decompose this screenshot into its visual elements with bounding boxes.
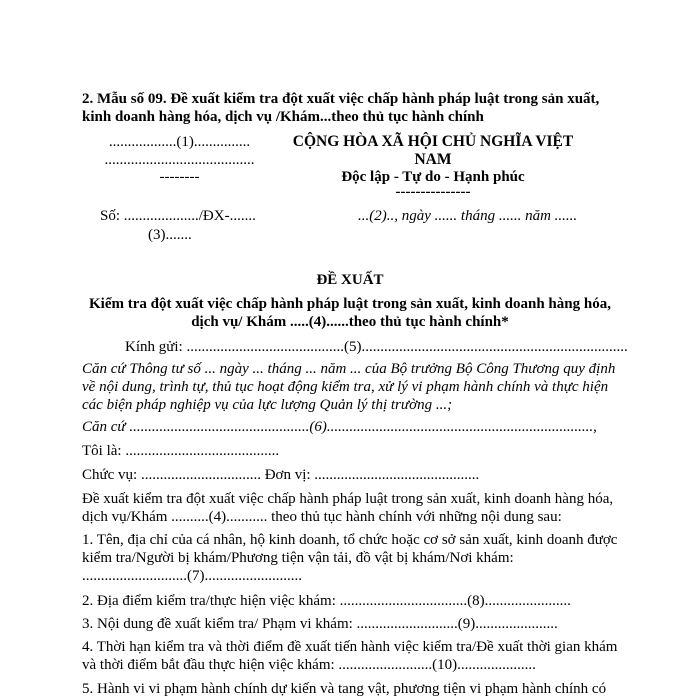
- toi-la: Tôi là: .........................................: [82, 443, 280, 459]
- item-4: 4. Thời hạn kiểm tra và thời điểm đề xuất tiến hành việc kiểm tra/Đề xuất thời gian khám và thời điểm bắt đầu thực hiện việc khám: .........................(10).....................: [82, 639, 618, 673]
- can-cu-thong-tu: Căn cứ Thông tư số ... ngày ... tháng ... năm ... của Bộ trưởng Bộ Công Thương quy định về nội dung, trình tự, thủ tục hoạt động kiểm tra, xử lý vi phạm hành chính và thực hiện các biện pháp nghiệp vụ của lực lượng Quản lý thị trường ...;: [82, 361, 616, 413]
- national-title-line-1: CỘNG HÒA XÃ HỘI CHỦ NGHĨA VIỆT: [292, 133, 574, 150]
- place-date: ...(2).., ngày ...... tháng ...... năm ......: [358, 208, 578, 224]
- item-1: 1. Tên, địa chỉ của cá nhân, hộ kinh doanh, tổ chức hoặc cơ sở sản xuất, kinh doanh được kiểm tra/Người bị khám/Phương tiện vận tải, đồ vật bị khám/Nơi khám: ............................(7)..........................: [82, 532, 618, 584]
- heading-line-2: kinh doanh hàng hóa, dịch vụ /Khám...theo thủ tục hành chính: [82, 109, 484, 125]
- agency-divider: --------: [159, 169, 200, 185]
- kinh-gui: Kính gửi: ..........................................(5).......................................................................: [125, 339, 628, 355]
- document-subtitle-1: Kiểm tra đột xuất việc chấp hành pháp luật trong sản xuất, kinh doanh hàng hóa,: [89, 296, 611, 312]
- can-cu-6: Căn cứ ................................................(6).......................................................................,: [82, 419, 597, 435]
- item-2: 2. Địa điểm kiểm tra/thực hiện việc khám: ..................................(8).......................: [82, 593, 571, 609]
- national-title-line-2: NAM: [414, 151, 452, 168]
- item-3: 3. Nội dung đề xuất kiểm tra/ Phạm vi khám: ...........................(9)......................: [82, 616, 558, 632]
- document-title: ĐỀ XUẤT: [316, 272, 384, 288]
- document-number: Số: ..................../ĐX-.......: [100, 208, 256, 224]
- motto-divider: ---------------: [395, 184, 471, 200]
- item-5: 5. Hành vi vi phạm hành chính dự kiến và tang vật, phương tiện vi phạm hành chính có: [82, 681, 607, 697]
- national-motto: Độc lập - Tự do - Hạnh phúc: [341, 169, 525, 185]
- heading-line-1: 2. Mẫu số 09. Đề xuất kiểm tra đột xuất việc chấp hành pháp luật trong sản xuất,: [82, 91, 600, 107]
- agency-line-2: ........................................: [104, 152, 255, 168]
- chuc-vu-don-vi: Chức vụ: ................................ Đơn vị: ............................................: [82, 467, 480, 483]
- note-3: (3).......: [148, 227, 192, 243]
- de-xuat-paragraph: Đề xuất kiểm tra đột xuất việc chấp hành pháp luật trong sản xuất, kinh doanh hàng hóa, dịch vụ/Khám ..........(4)........... theo thủ tục hành chính với những nội dung sau:: [82, 491, 614, 525]
- document-subtitle-2: dịch vụ/ Khám .....(4)......theo thủ tục hành chính*: [191, 314, 509, 330]
- agency-line-1: ..................(1)...............: [108, 134, 251, 150]
